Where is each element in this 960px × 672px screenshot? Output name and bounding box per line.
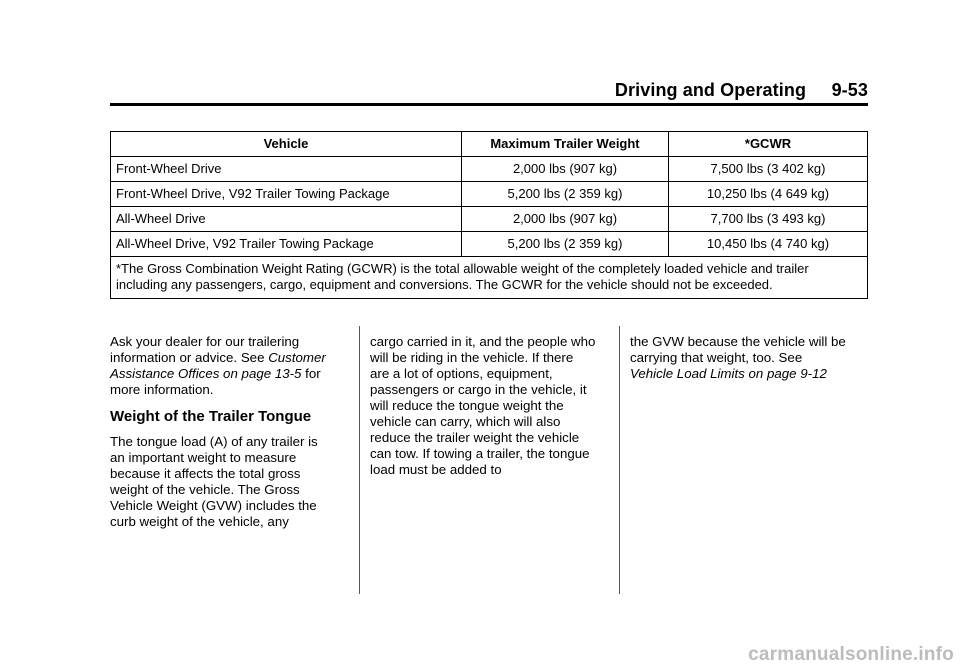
cell-max-trailer-weight: 2,000 lbs (907 kg) [462,207,669,232]
text-column-3 [630,334,856,382]
section-heading: Weight of the Trailer Tongue [110,408,312,425]
page-header-title [615,80,868,101]
tongue-load-paragraph: The tongue load (A) of any trailer is an important weight to measure because it affects the total gross weight of the vehicle. The Gross Vehicle Weight (GVW) includes the curb weight of the vehicle, any [110,434,318,529]
cell-vehicle: Front-Wheel Drive, V92 Trailer Towing Package [111,182,462,207]
column-header-max-trailer-weight: Maximum Trailer Weight [462,132,669,157]
cell-max-trailer-weight: 5,200 lbs (2 359 kg) [462,182,669,207]
table-row [111,182,868,207]
gvw-text: the GVW because the vehicle will be carrying that weight, too. See [630,334,846,365]
dealer-text-tail: for more information. [110,366,321,397]
table-footnote-row [111,257,868,299]
gvw-paragraph [630,334,856,382]
column-divider [359,326,360,594]
cell-gcwr: 7,500 lbs (3 402 kg) [669,157,868,182]
cell-vehicle: Front-Wheel Drive [111,157,462,182]
text-column-1 [110,334,336,530]
cargo-paragraph: cargo carried in it, and the people who will be riding in the vehicle. If there are a lot of options, equipment, passengers or cargo in the vehicle, it will reduce the tongue weight the vehicle can carry, which will also reduce the trailer weight the vehicle can tow. If towing a trailer, the tongue load must be added to [370,334,596,477]
table-footnote: *The Gross Combination Weight Rating (GCWR) is the total allowable weight of the completely loaded vehicle and trailer including any passengers, cargo, equipment and conversions. The GCWR for the vehicle should not be exceeded. [111,257,868,299]
table-header-row [111,132,868,157]
column-header-gcwr: *GCWR [669,132,868,157]
cell-vehicle: All-Wheel Drive [111,207,462,232]
header-rule [110,103,868,106]
section-title: Driving and Operating [614,80,807,100]
cell-max-trailer-weight: 2,000 lbs (907 kg) [462,157,669,182]
page-header [110,80,868,104]
column-divider [619,326,620,594]
trailer-weight-table [110,131,868,299]
column-header-vehicle: Vehicle [111,132,462,157]
dealer-text: Ask your dealer for our trailering information or advice. See [110,334,300,365]
cell-gcwr: 10,250 lbs (4 649 kg) [669,182,868,207]
cell-gcwr: 7,700 lbs (3 493 kg) [669,207,868,232]
cell-gcwr: 10,450 lbs (4 740 kg) [669,232,868,257]
dealer-paragraph [110,334,336,398]
watermark: carmanualsonline.info [748,644,954,665]
cell-vehicle: All-Wheel Drive, V92 Trailer Towing Package [111,232,462,257]
vehicle-load-limits-link[interactable]: Vehicle Load Limits on page 9-12 [630,366,827,381]
page-number: 9-53 [831,80,868,100]
cell-max-trailer-weight: 5,200 lbs (2 359 kg) [462,232,669,257]
text-column-2 [370,334,596,478]
customer-assistance-link[interactable]: Customer Assistance Offices on page 13-5 [110,350,326,381]
table-row [111,157,868,182]
table-row [111,232,868,257]
table-row [111,207,868,232]
